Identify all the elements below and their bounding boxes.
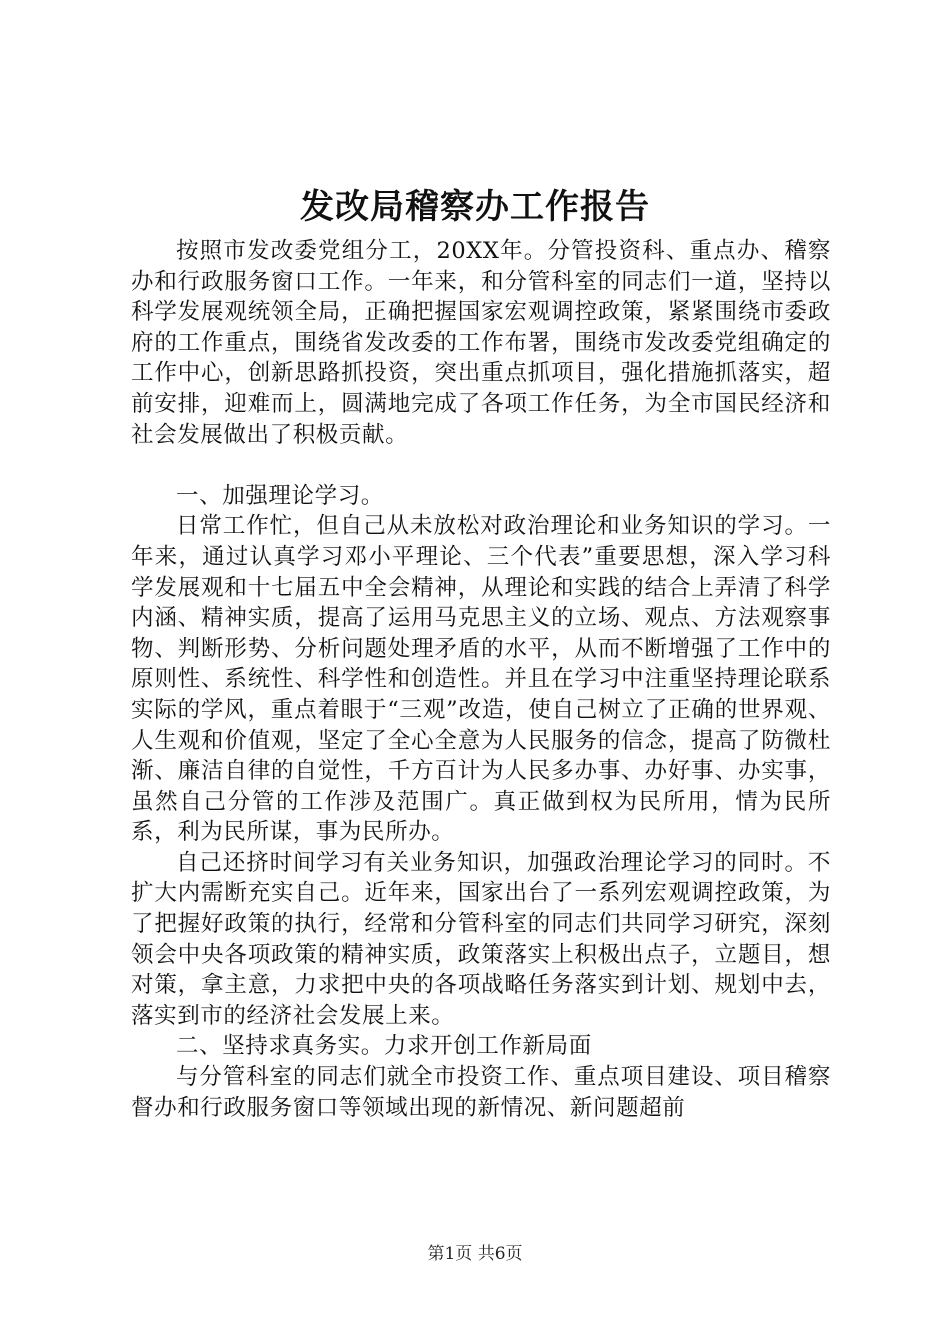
- section-1-heading: 一、加强理论学习。: [176, 482, 384, 509]
- section-1-paragraph-2: 自己还挤时间学习有关业务知识，加强政治理论学习的同时。不扩大内需断充实自己。近年来，国家出台了一系列宏观调控政策，为了把握好政策的执行，经常和分管科室的同志们共同学习研究，深刻领会中央各项政策的精神实质，政策落实上积极出点子，立题目，想对策，拿主意，力求把中央的各项战略任务落实到计划、规划中去，落实到市的经济社会发展上来。: [131, 849, 831, 1029]
- document-title: 发改局稽察办工作报告: [300, 187, 650, 227]
- section-2-paragraph-1: 与分管科室的同志们就全市投资工作、重点项目建设、项目稽察督办和行政服务窗口等领域出现的新情况、新问题超前: [131, 1064, 831, 1121]
- document-body: [131, 236, 831, 1123]
- section-2-heading: 二、坚持求真务实。力求开创工作新局面: [176, 1033, 592, 1060]
- intro-paragraph: 按照市发改委党组分工，20XX年。分管投资科、重点办、稽察办和行政服务窗口工作。一年来，和分管科室的同志们一道，坚持以科学发展观统领全局，正确把握国家宏观调控政策，紧紧围绕市委政府的工作重点，围绕省发改委的工作布署，围绕市发改委党组确定的工作中心，创新思路抓投资，突出重点抓项目，强化措施抓落实，超前安排，迎难而上，圆满地完成了各项工作任务，为全市国民经济和社会发展做出了积极贡献。: [131, 238, 831, 448]
- paragraph-spacer: [131, 450, 831, 481]
- section-1-paragraph-1: 日常工作忙，但自己从未放松对政治理论和业务知识的学习。一年来，通过认真学习邓小平理论、三个代表”重要思想，深入学习科学发展观和十七届五中全会精神，从理论和实践的结合上弄清了科学内涵、精神实质，提高了运用马克思主义的立场、观点、方法观察事物、判断形势、分析问题处理矛盾的水平，从而不断增强了工作中的原则性、系统性、科学性和创造性。并且在学习中注重坚持理论联系实际的学风，重点着眼于“三观”改造，使自己树立了正确的世界观、人生观和价值观，坚定了全心全意为人民服务的信念，提高了防微杜渐、廉洁自律的自觉性，千方百计为人民多办事、办好事、办实事，虽然自己分管的工作涉及范围广。真正做到权为民所用，情为民所系，利为民所谋，事为民所办。: [131, 513, 831, 846]
- page-number-footer: 第1页 共6页: [427, 1244, 523, 1264]
